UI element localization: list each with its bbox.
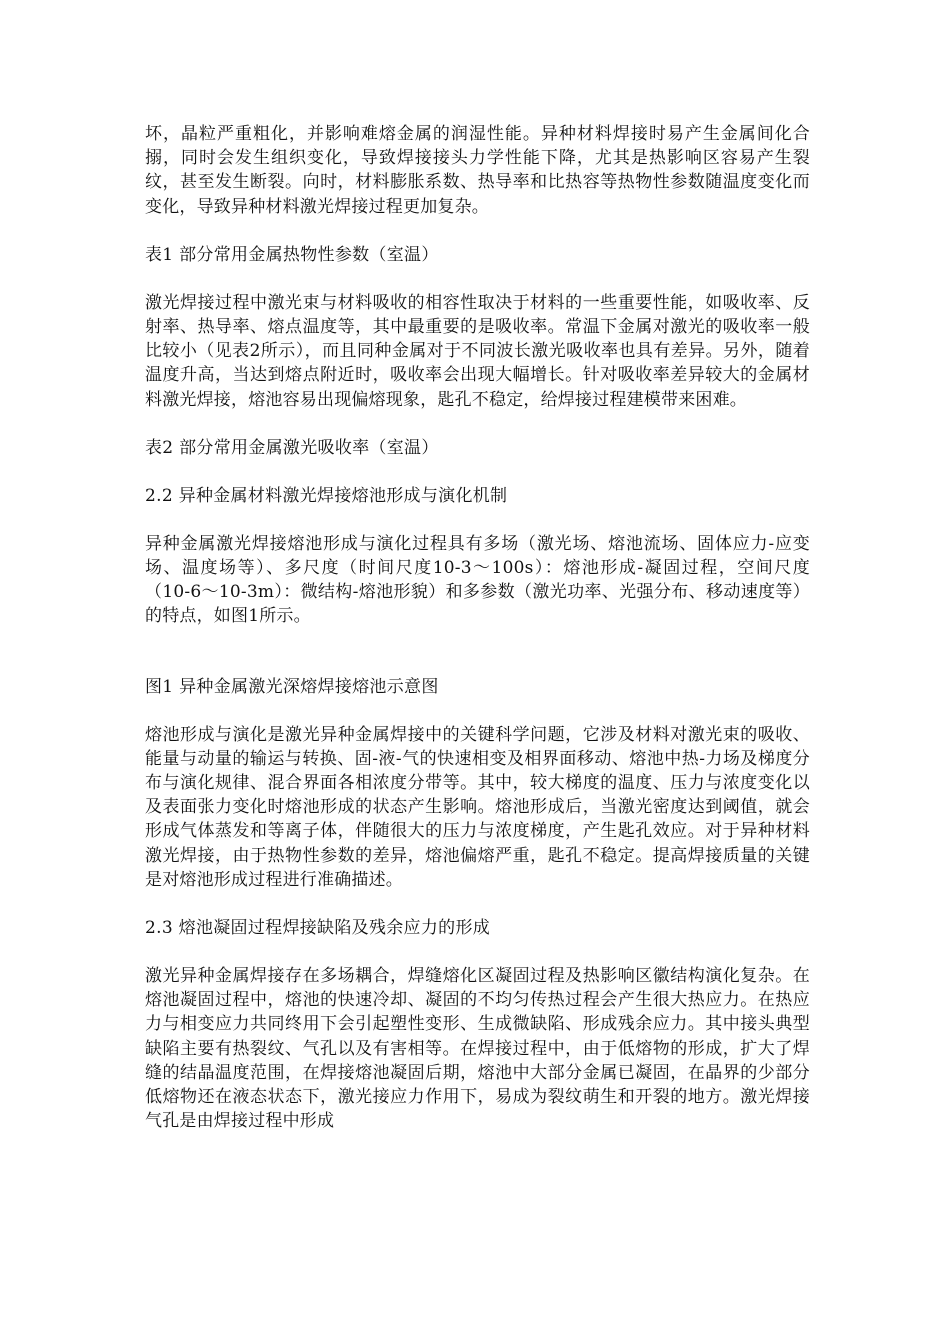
document-page [145,122,810,1133]
spacer [145,412,810,436]
spacer [145,940,810,964]
paragraph-3: 异种金属激光焊接熔池形成与演化过程具有多场（激光场、熔池流场、固体应力-应变场、温度场等）、多尺度（时间尺度10-3～100s）：熔池形成-凝固过程，空间尺度（10-6～10-3m）：微结构-熔池形貌）和多参数（激光功率、光强分布、移动速度等）的特点，如图1所示。 [145,533,810,627]
paragraph-4: 熔池形成与演化是激光异种金属焊接中的关键科学问题，它涉及材料对激光束的吸收、能量与动量的输运与转换、固-液-气的快速相变及相界面移动、熔池中热-力场及梯度分布与演化规律、混合界面各相浓度分带等。其中，较大梯度的温度、压力与浓度变化以及表面张力变化时熔池形成的状态产生影响。熔池形成后，当激光密度达到阈值，就会形成气体蒸发和等离子体，伴随很大的压力与浓度梯度，产生匙孔效应。对于异种材料激光焊接，由于热物性参数的差异，熔池偏熔严重，匙孔不稳定。提高焊接质量的关键是对熔池形成过程进行准确描述。 [145,724,810,890]
spacer [145,892,810,916]
table-1-caption: 表1 部分常用金属热物性参数（室温） [145,244,439,265]
table-2-caption: 表2 部分常用金属激光吸收率（室温） [145,437,439,458]
paragraph-2: 激光焊接过程中激光束与材料吸收的相容性取决于材料的一些重要性能，如吸收率、反射率、热导率、熔点温度等，其中最重要的是吸收率。常温下金属对激光的吸收率一般比较小（见表2所示），而且同种金属对于不同波长激光吸收率也具有差异。另外，随着温度升高，当达到熔点附近时，吸收率会出现大幅增长。针对吸收率差异较大的金属材料激光焊接，熔池容易出现偏熔现象，匙孔不稳定，给焊接过程建模带来困难。 [145,292,810,410]
spacer [145,508,810,532]
section-heading-2-2: 2.2 异种金属材料激光焊接熔池形成与演化机制 [145,485,508,506]
section-heading-2-3: 2.3 熔池凝固过程焊接缺陷及残余应力的形成 [145,918,491,939]
paragraph-5: 激光异种金属焊接存在多场耦合，焊缝熔化区凝固过程及热影响区徽结构演化复杂。在熔池凝固过程中，熔池的快速冷却、凝固的不均匀传热过程会产生很大热应力。在热应力与相变应力共同终用下会引起塑性变形、生成微缺陷、形成残余应力。其中接头典型缺陷主要有热裂纹、气孔以及有害相等。在焊接过程中，由于低熔物的形成，扩大了焊缝的结晶温度范围，在焊接熔池凝固后期，熔池中大部分金属已凝固，在晶界的少部分低熔物还在液态状态下，激光接应力作用下，易成为裂纹萌生和开裂的地方。激光焊接气孔是由焊接过程中形成 [145,966,810,1132]
spacer [145,699,810,723]
figure-1-caption: 图1 异种金属激光深熔焊接熔池示意图 [145,676,439,697]
spacer [145,460,810,484]
spacer [145,267,810,291]
spacer [145,629,810,675]
spacer [145,219,810,243]
paragraph-1: 坏，晶粒严重粗化，并影响难熔金属的润湿性能。异种材料焊接时易产生金属间化合搦，同时会发生组织变化，导致焊接接头力学性能下降，尤其是热影响区容易产生裂纹，甚至发生断裂。向时，材料膨胀系数、热导率和比热容等热物性参数随温度变化而变化，导致异种材料激光焊接过程更加复杂。 [145,124,810,217]
